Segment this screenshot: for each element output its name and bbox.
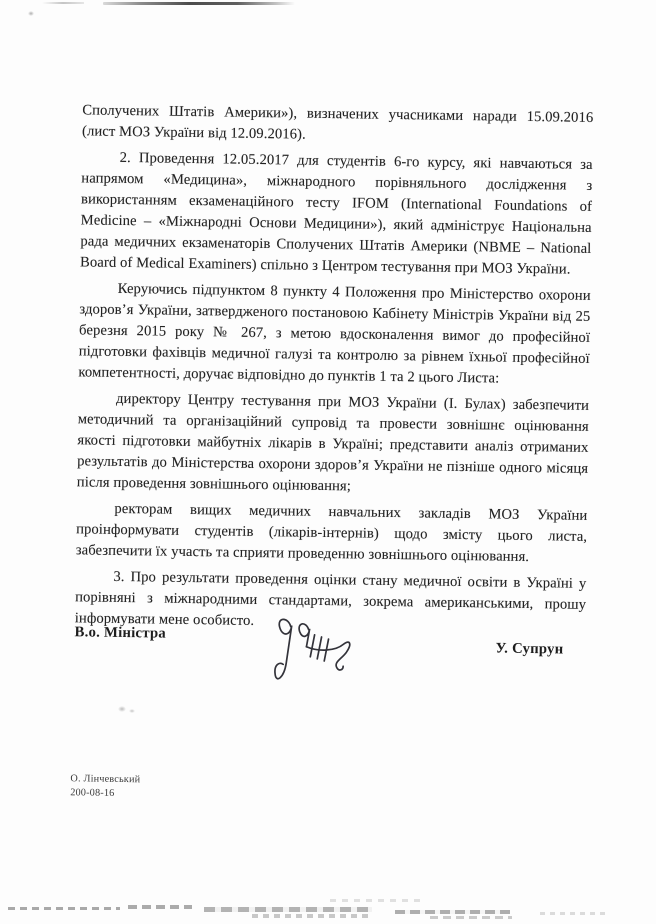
executor-note [70, 772, 140, 800]
signer-title: В.о. Міністра [74, 624, 167, 642]
letter-text [75, 100, 594, 642]
paragraph-directive-rectors: ректорам вищих медичних навчальних закладів МОЗ України проінформувати студентів (лікарів-інтернів) щодо змісту цього листа, забезпечити їх участь та сприяти проведенню зовнішнього оцінювання. [75, 500, 588, 566]
executor-code: 200-08-16 [70, 786, 115, 799]
paragraph-continuation: Сполучених Штатів Америки»), визначених учасниками наради 15.09.2016 (лист МОЗ України від 12.09.2016). [81, 102, 594, 143]
handwritten-signature-icon [260, 613, 371, 695]
paragraph-item-3: 3. Про результати проведення оцінки стану медичної освіти в Україні у порівняні з міжнародними стандартами, зокрема американськими, прошу інформувати мене особисто. [74, 568, 587, 629]
paragraph-item-2: 2. Проведення 12.05.2017 для студентів 6-го курсу, які навчаються за напрямом «Медицина», міжнародного порівняльного дослідження з використанням екзаменаційного тесту IFOM (International Foundations of Medicine – «Міжнародні Основи Медицини»), який адмініструє Національна рада медичних екзаменаторів Сполучених Штатів Америки (NBME – National Board of Medical Examiners) спільно з Центром тестування при МОЗ України. [79, 149, 593, 278]
signer-name: У. Супрун [495, 640, 564, 658]
signature-block [74, 622, 586, 710]
executor-name: О. Лінчевський [70, 773, 141, 786]
paragraph-directive-director: директору Центру тестування при МОЗ України (І. Булах) забезпечити методичний та організаційний супровід та провести зовнішнє оцінювання якості підготовки майбутніх лікарів в Україні; представити аналіз отриманих результатів до Міністерства охорони здоров’я України не пізніше одного місяця після проведення зовнішнього оцінювання; [76, 390, 590, 495]
paragraph-legal-basis: Керуючись підпунктом 8 пункту 4 Положення про Міністерство охорони здоров’я України, затвердженого постановою Кабінету Міністрів України від 25 березня 2015 року № 267, з метою вдосконалення вимог до професійної підготовки фахівців медичної галузі та контролю за рівнем їхньої професійної компетентності, доручає відповідно до пунктів 1 та 2 цього Листа: [78, 280, 591, 387]
